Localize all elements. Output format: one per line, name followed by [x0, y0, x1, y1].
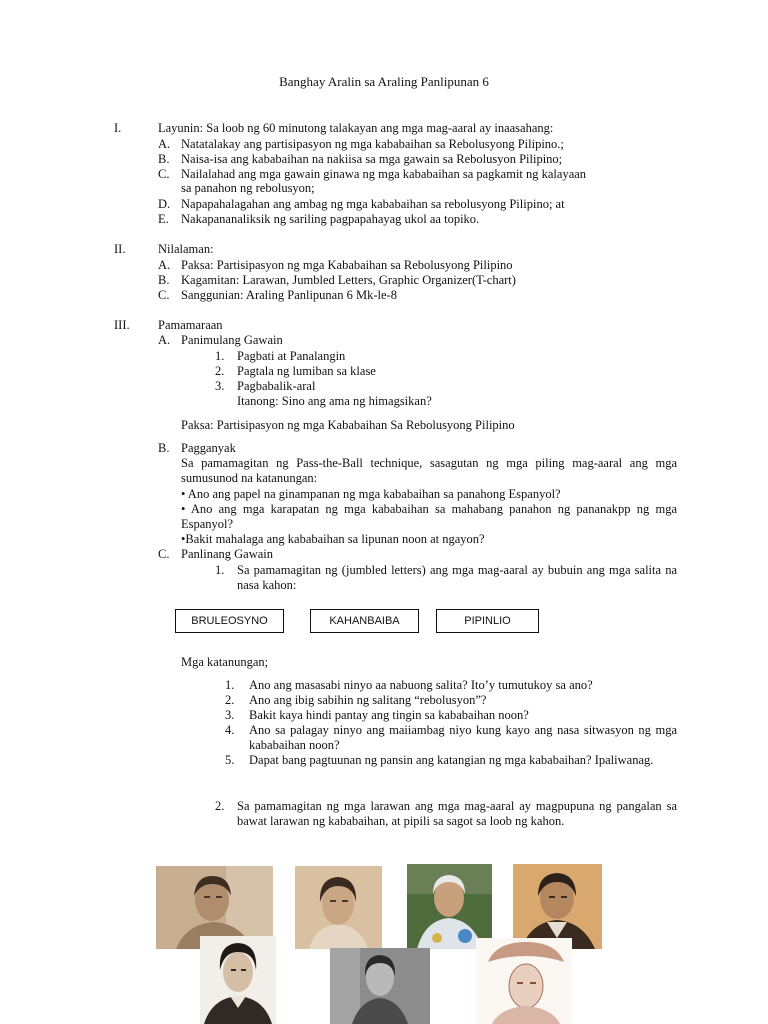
- content-letter: C.: [158, 288, 170, 302]
- portrait-photo-4: [513, 864, 602, 949]
- step-number: 1.: [215, 349, 225, 363]
- review-question: Itanong: Sino ang ama ng himagsikan?: [237, 394, 432, 408]
- jumbled-word-box: KAHANBAIBA: [310, 609, 419, 633]
- portrait-photo-2: [295, 866, 382, 949]
- subsection-letter: B.: [158, 441, 170, 455]
- question-number: 3.: [225, 708, 235, 722]
- jumbled-word-box: PIPINLIO: [436, 609, 539, 633]
- content-text: Sanggunian: Araling Panlipunan 6 Mk-le-8: [181, 288, 397, 302]
- objective-letter: A.: [158, 137, 171, 151]
- section-3-numeral: III.: [114, 318, 130, 332]
- section-2-numeral: II.: [114, 242, 126, 256]
- picture-instruction: Sa pamamagitan ng mga larawan ang mga mag-aaral ay magpupuna ng pangalan sa bawat larawan ng kababaihan, at pipili sa sagot sa loob ng kahon.: [237, 799, 677, 828]
- document-title: Banghay Aralin sa Araling Panlipunan 6: [279, 74, 489, 89]
- motivation-intro: Sa pamamagitan ng Pass-the-Ball technique, sasagutan ng mga piling mag-aaral ang mga sumusunod na katanungan:: [181, 456, 677, 485]
- step-text: Pagbati at Panalangin: [237, 349, 346, 363]
- question-text: Ano ang masasabi ninyo aa nabuong salita? Ito’y tumutukoy sa ano?: [249, 678, 593, 692]
- objective-text: Nailalahad ang mga gawain ginawa ng mga kababaihan sa pagkamit ng kalayaan: [181, 167, 587, 181]
- section-1-numeral: I.: [114, 121, 122, 135]
- portrait-photo-6: [330, 948, 430, 1024]
- step-text: Pagbabalik-aral: [237, 379, 316, 393]
- question-text: Ano sa palagay ninyo ang maiiambag niyo kung kayo ang nasa sitwasyon ng mga kababaihan noon?: [249, 723, 677, 752]
- content-letter: B.: [158, 273, 170, 287]
- question-number: 4.: [225, 723, 235, 737]
- objective-letter: B.: [158, 152, 170, 166]
- subsection-label: Panimulang Gawain: [181, 333, 283, 347]
- objective-text-continued: sa panahon ng rebolusyon;: [181, 181, 315, 195]
- objective-text: Naisa-isa ang kababaihan na nakiisa sa mga gawain sa Rebolusyon Pilipino;: [181, 152, 563, 166]
- section-1-heading: Layunin: Sa loob ng 60 minutong talakayan ang mga mag-aaral ay inaasahang:: [158, 121, 554, 135]
- step-number: 2.: [215, 799, 225, 813]
- question-number: 1.: [225, 678, 235, 692]
- objective-text: Napapahalagahan ang ambag ng mga kababaihan sa rebolusyong Pilipino; at: [181, 197, 565, 211]
- subsection-letter: A.: [158, 333, 171, 347]
- questions-label: Mga katanungan;: [181, 655, 269, 669]
- objective-text: Natatalakay ang partisipasyon ng mga kababaihan sa Rebolusyong Pilipino.;: [181, 137, 564, 151]
- subsection-label: Panlinang Gawain: [181, 547, 273, 561]
- motivation-question: • Ano ang papel na ginampanan ng mga kababaihan sa panahong Espanyol?: [181, 487, 561, 501]
- portrait-photo-5: [200, 936, 276, 1024]
- question-text: Bakit kaya hindi pantay ang tingin sa kababaihan noon?: [249, 708, 529, 722]
- motivation-question: •Bakit mahalaga ang kababaihan sa lipunan noon at ngayon?: [181, 532, 485, 546]
- section-2-heading: Nilalaman:: [158, 242, 214, 256]
- content-text: Paksa: Partisipasyon ng mga Kababaihan sa Rebolusyong Pilipino: [181, 258, 513, 272]
- subsection-label: Pagganyak: [181, 441, 236, 455]
- step-number: 2.: [215, 364, 225, 378]
- step-number: 1.: [215, 563, 225, 577]
- jumbled-word-box: BRULEOSYNO: [175, 609, 284, 633]
- objective-letter: C.: [158, 167, 170, 181]
- portrait-photo-3: [407, 864, 492, 949]
- step-text: Pagtala ng lumiban sa klase: [237, 364, 376, 378]
- lesson-topic: Paksa: Partisipasyon ng mga Kababaihan Sa Rebolusyong Pilipino: [181, 418, 515, 432]
- objective-letter: D.: [158, 197, 171, 211]
- question-number: 5.: [225, 753, 235, 767]
- content-letter: A.: [158, 258, 171, 272]
- portrait-photo-7: [476, 938, 572, 1024]
- objective-letter: E.: [158, 212, 169, 226]
- question-text: Ano ang ibig sabihin ng salitang “rebolusyon”?: [249, 693, 487, 707]
- step-number: 3.: [215, 379, 225, 393]
- objective-text: Nakapananaliksik ng sariling pagpapahayag ukol aa topiko.: [181, 212, 480, 226]
- section-3-heading: Pamamaraan: [158, 318, 223, 332]
- content-text: Kagamitan: Larawan, Jumbled Letters, Graphic Organizer(T-chart): [181, 273, 516, 287]
- question-number: 2.: [225, 693, 235, 707]
- question-text: Dapat bang pagtuunan ng pansin ang katangian ng mga kababaihan? Ipaliwanag.: [249, 753, 654, 767]
- subsection-letter: C.: [158, 547, 170, 561]
- jumbled-instruction: Sa pamamagitan ng (jumbled letters) ang mga mag-aaral ay bubuin ang mga salita na nasa kahon:: [237, 563, 677, 592]
- motivation-question: • Ano ang mga karapatan ng mga kababaihan sa mahabang panahon ng pananakpp ng mga Espanyol?: [181, 502, 677, 531]
